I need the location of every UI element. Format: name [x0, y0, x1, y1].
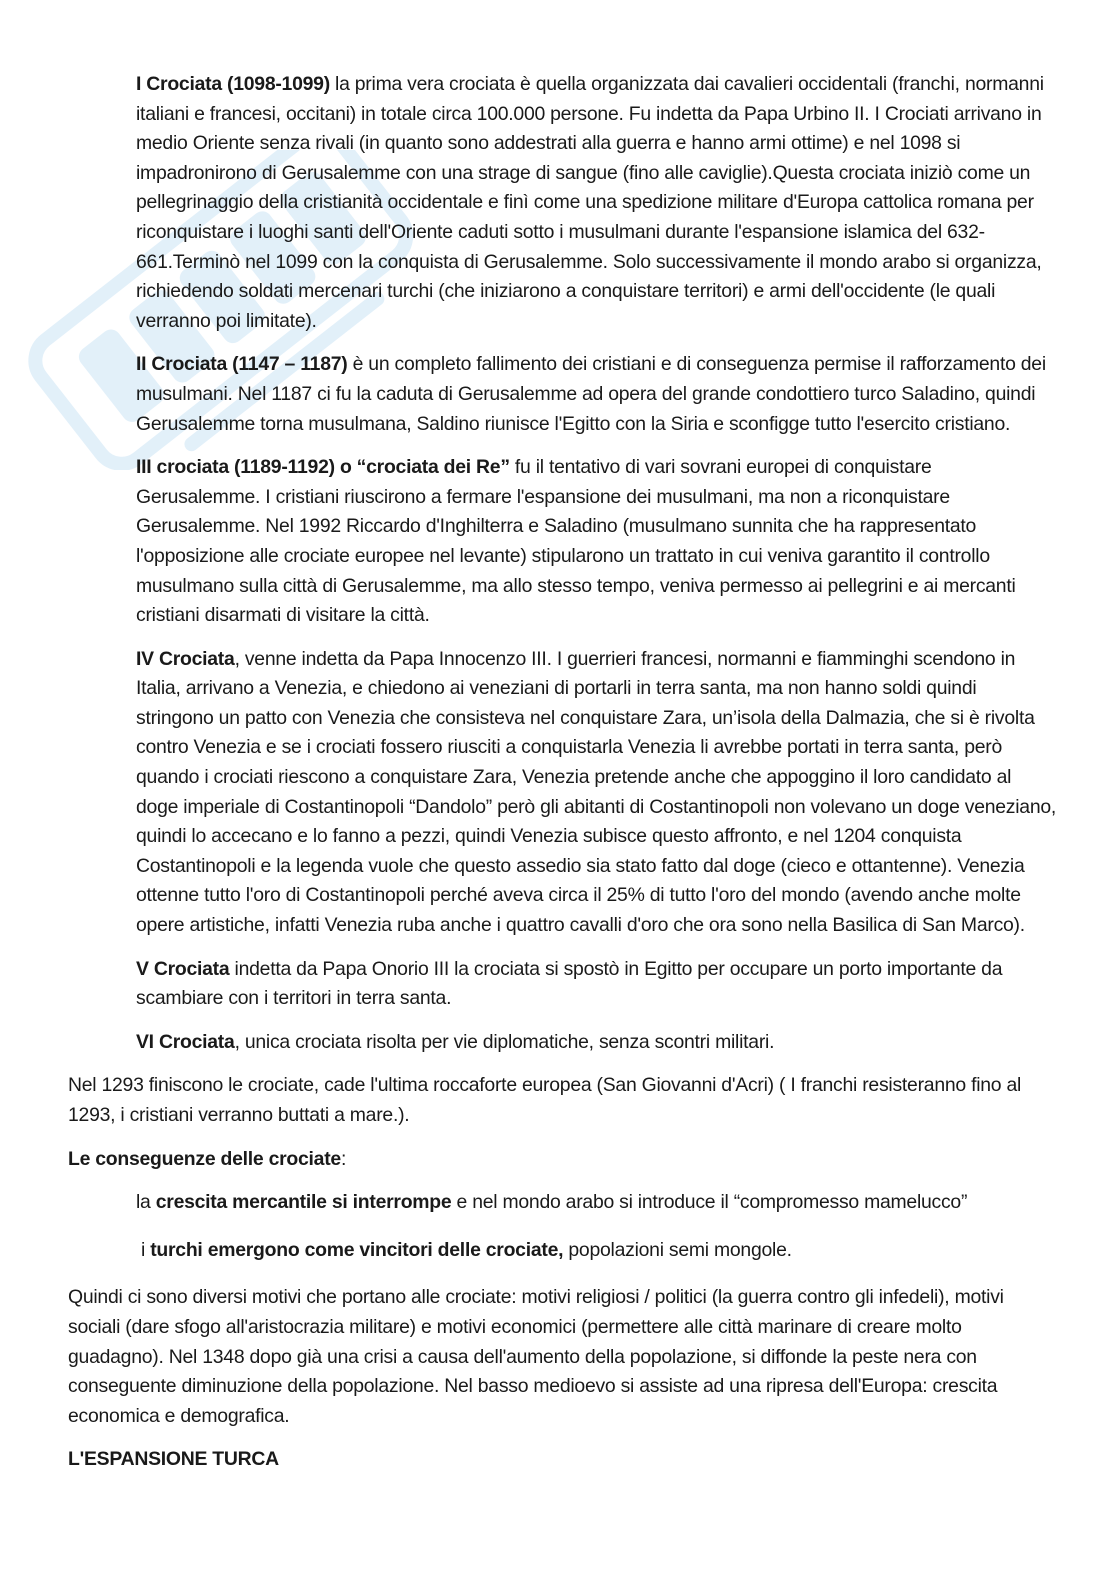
consequence-1-bold: crescita mercantile si interrompe — [155, 1191, 452, 1214]
consequence-1-pre: la — [136, 1191, 156, 1214]
paragraph-crusade-4 — [136, 645, 1058, 941]
crusade-6-heading: VI Crociata — [136, 1030, 235, 1053]
crusade-2-heading: II Crociata (1147 – 1187) — [136, 353, 348, 376]
paragraph-crusade-6 — [136, 1028, 1058, 1058]
consequence-item-1 — [136, 1188, 1058, 1218]
consequences-colon: : — [340, 1147, 347, 1170]
consequence-1-post: e nel mondo arabo si introduce il “compromesso mamelucco” — [451, 1191, 968, 1214]
consequences-label — [68, 1145, 1058, 1175]
crusade-1-text: la prima vera crociata è quella organizzata dai cavalieri occidentali (franchi, normanni italiani e francesi, occitani) in totale circa 100.000 persone. Fu indetta da Papa Urbino II. I Crociati arrivano in medio Oriente senza rivali (in quanto sono addestrati alla guerra e hanno armi ottime) e nel 1098 si impadronirono di Gerusalemme con una strage di sangue (fino alle caviglie).Questa crociata iniziò come un pellegrinaggio della cristianità occidentale e finì come una spedizione militare d'Europa cattolica romana per riconquistare i luoghi santi dell'Oriente caduti sotto i musulmani durante l'espansione islamica del 632-661.Terminò nel 1099 con la conquista di Gerusalemme. Solo successivamente il mondo arabo si organizza, richiedendo soldati mercenari turchi (che iniziarono a conquistare territori) e armi dell'occidente (le quali verranno poi limitate). — [136, 73, 1044, 332]
crusade-5-text: indetta da Papa Onorio III la crociata si spostò in Egitto per occupare un porto importante da scambiare con i territori in terra santa. — [136, 957, 1003, 1010]
crusade-4-heading: IV Crociata — [136, 647, 235, 670]
consequence-2-pre: i — [141, 1238, 151, 1261]
consequence-2-post: popolazioni semi mongole. — [563, 1238, 792, 1261]
consequence-item-2 — [141, 1236, 1058, 1266]
paragraph-motives: Quindi ci sono diversi motivi che portano alle crociate: motivi religiosi / politici (la guerra contro gli infedeli), motivi sociali (dare sfogo all'aristocrazia militare) e motivi economici (permettere alle città marinare di creare molto guadagno). Nel 1348 dopo già una crisi a causa dell'aumento della popolazione, si diffonde la peste nera con conseguente diminuzione della popolazione. Nel basso medioevo si assiste ad una ripresa dell'Europa: crescita economica e demografica. — [68, 1286, 1004, 1427]
paragraph-crusade-5 — [136, 955, 1058, 1014]
consequences-heading: Le conseguenze delle crociate — [68, 1147, 341, 1170]
paragraph-crusade-3 — [136, 453, 1058, 631]
paragraph-end-of-crusades: Nel 1293 finiscono le crociate, cade l'ultima roccaforte europea (San Giovanni d'Acri) ( I franchi resisteranno fino al 1293, i cristiani verranno buttati a mare.). — [68, 1074, 1022, 1126]
crusade-3-text: fu il tentativo di vari sovrani europei di conquistare Gerusalemme. I cristiani riuscirono a fermare l'espansione dei musulmani, ma non a riconquistare Gerusalemme. Nel 1992 Riccardo d'Inghilterra e Saladino (musulmano sunnita che ha rappresentato l'opposizione alle crociate europee nel levante) stipularono un trattato in cui veniva garantito il controllo musulmano sulla città di Gerusalemme, ma allo stesso tempo, veniva permesso ai pellegrini e ai mercanti cristiani disarmati di visitare la città. — [136, 456, 1016, 627]
crusade-5-heading: V Crociata — [136, 957, 230, 980]
paragraph-crusade-1 — [136, 70, 1058, 336]
paragraph-crusade-2 — [136, 350, 1058, 439]
crusade-4-text: , venne indetta da Papa Innocenzo III. I guerrieri francesi, normanni e fiamminghi scendono in Italia, arrivano a Venezia, e chiedono ai veneziani di portarli in terra santa, ma non hanno soldi quindi stringono un patto con Venezia che consisteva nel conquistare Zara, un’isola della Dalmazia, che si è rivolta contro Venezia e se i crociati fossero riusciti a conquistarla Venezia li avrebbe portati in terra santa, però quando i crociati riescono a conquistare Zara, Venezia pretende anche che appoggino il loro candidato al doge imperiale di Costantinopoli “Dandolo” però gli abitanti di Costantinopoli non volevano un doge veneziano, quindi lo accecano e lo fanno a pezzi, quindi Venezia subisce questo affronto, e nel 1204 conquista Costantinopoli e la legenda vuole che questo assedio sia stato fatto dal doge (cieco e ottantenne). Venezia ottenne tutto l'oro di Costantinopoli perché aveva circa il 25% di tutto l'oro del mondo (avendo anche molte opere artistiche, infatti Venezia ruba anche i quattro cavalli d'oro che ora sono nella Basilica di San Marco). — [136, 647, 1057, 937]
crusade-2-text: è un completo fallimento dei cristiani e di conseguenza permise il rafforzamento dei musulmani. Nel 1187 ci fu la caduta di Gerusalemme ad opera del grande condottiero turco Saladino, quindi Gerusalemme torna musulmana, Saldino riunisce l'Egitto con la Siria e sconfigge tutto l'esercito cristiano. — [136, 353, 1046, 435]
crusade-3-heading: III crociata (1189-1192) o “crociata dei Re” — [136, 456, 510, 479]
crusade-6-text: , unica crociata risolta per vie diplomatiche, senza scontri militari. — [234, 1030, 775, 1053]
consequence-2-bold: turchi emergono come vincitori delle crociate, — [150, 1238, 564, 1261]
crusade-1-heading: I Crociata (1098-1099) — [136, 73, 330, 95]
section-heading: L'ESPANSIONE TURCA — [68, 1448, 279, 1471]
